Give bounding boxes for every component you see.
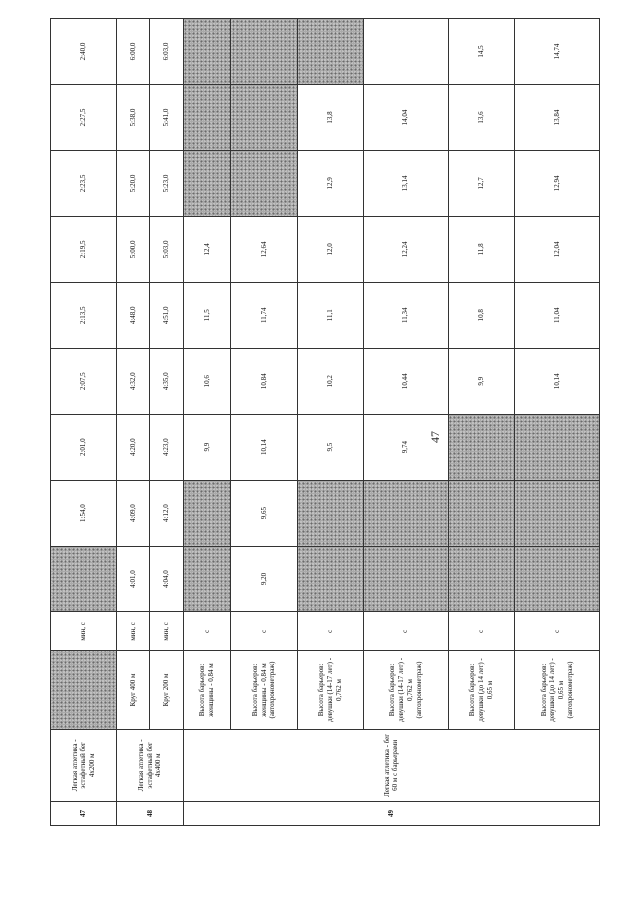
event-cell	[51, 651, 117, 730]
value-cell: 4:09,0	[117, 480, 150, 546]
value-cell: 10,14	[231, 414, 297, 480]
value-cell: 4:51,0	[150, 282, 183, 348]
value-cell	[297, 480, 363, 546]
row-number: 47	[51, 801, 117, 825]
value-cell: 4:32,0	[117, 348, 150, 414]
page-number: 47	[428, 431, 442, 443]
discipline-cell: Легкая атлетика - эстафетный бег 4х200 м	[51, 729, 117, 801]
value-cell: 10,6	[183, 348, 231, 414]
value-cell: 5:23,0	[150, 150, 183, 216]
table-row	[297, 19, 363, 826]
value-cell: 4:20,0	[117, 414, 150, 480]
value-cell	[183, 150, 231, 216]
table-row	[448, 19, 514, 826]
value-cell: 5:41,0	[150, 85, 183, 151]
value-cell: 12,4	[183, 216, 231, 282]
value-cell: 9,65	[231, 480, 297, 546]
value-cell: 5:00,0	[117, 216, 150, 282]
value-cell	[183, 480, 231, 546]
unit-cell: с	[231, 612, 297, 651]
value-cell: 4:04,0	[150, 546, 183, 612]
unit-cell: мин, с	[51, 612, 117, 651]
value-cell: 5:20,0	[117, 150, 150, 216]
value-cell: 12,9	[297, 150, 363, 216]
value-cell: 9,5	[297, 414, 363, 480]
value-cell: 4:35,0	[150, 348, 183, 414]
value-cell: 11,5	[183, 282, 231, 348]
standards-table	[50, 18, 600, 826]
event-cell: Высота барьеров: женщины - 0,84 м (автохронометраж)	[231, 651, 297, 730]
unit-cell: с	[448, 612, 514, 651]
value-cell: 12,04	[515, 216, 600, 282]
value-cell: 5:38,0	[117, 85, 150, 151]
table-body	[51, 19, 600, 826]
unit-cell: мин, с	[150, 612, 183, 651]
value-cell: 6:00,0	[117, 19, 150, 85]
table-row	[363, 19, 448, 826]
value-cell	[448, 414, 514, 480]
event-cell: Высота барьеров: девушки (до 14 лет) - 0,65 м	[448, 651, 514, 730]
unit-cell: с	[297, 612, 363, 651]
unit-cell: мин, с	[117, 612, 150, 651]
value-cell	[183, 85, 231, 151]
value-cell: 10,2	[297, 348, 363, 414]
value-cell	[515, 480, 600, 546]
value-cell	[363, 19, 448, 85]
value-cell: 10,44	[363, 348, 448, 414]
value-cell: 13,14	[363, 150, 448, 216]
value-cell: 13,6	[448, 85, 514, 151]
unit-cell: с	[515, 612, 600, 651]
table-row	[183, 19, 231, 826]
value-cell: 13,8	[297, 85, 363, 151]
value-cell: 2:23,5	[51, 150, 117, 216]
event-cell: Круг 400 м	[117, 651, 150, 730]
value-cell: 12,0	[297, 216, 363, 282]
unit-cell: с	[183, 612, 231, 651]
value-cell: 9,74	[363, 414, 448, 480]
value-cell: 2:01,0	[51, 414, 117, 480]
table-container	[50, 18, 600, 826]
value-cell: 2:40,0	[51, 19, 117, 85]
value-cell	[231, 85, 297, 151]
table-row	[231, 19, 297, 826]
value-cell: 9,9	[448, 348, 514, 414]
row-number: 48	[117, 801, 183, 825]
value-cell	[363, 480, 448, 546]
value-cell	[515, 546, 600, 612]
value-cell: 11,34	[363, 282, 448, 348]
value-cell: 4:01,0	[117, 546, 150, 612]
value-cell: 4:23,0	[150, 414, 183, 480]
value-cell	[297, 546, 363, 612]
value-cell	[51, 546, 117, 612]
value-cell: 4:12,0	[150, 480, 183, 546]
event-cell: Высота барьеров: женщины - 0,84 м	[183, 651, 231, 730]
value-cell	[448, 480, 514, 546]
event-cell: Высота барьеров: девушки (до 14 лет) - 0,65 м (автохронометраж)	[515, 651, 600, 730]
event-cell: Круг 200 м	[150, 651, 183, 730]
value-cell	[231, 19, 297, 85]
discipline-cell: Легкая атлетика - бег 60 м с барьерами	[183, 729, 599, 801]
value-cell	[448, 546, 514, 612]
value-cell: 10,14	[515, 348, 600, 414]
value-cell: 6:03,0	[150, 19, 183, 85]
value-cell: 14,5	[448, 19, 514, 85]
value-cell: 12,7	[448, 150, 514, 216]
value-cell: 10,8	[448, 282, 514, 348]
value-cell: 12,64	[231, 216, 297, 282]
value-cell: 9,20	[231, 546, 297, 612]
value-cell: 12,94	[515, 150, 600, 216]
value-cell	[515, 414, 600, 480]
table-row	[515, 19, 600, 826]
table-row	[117, 19, 150, 826]
value-cell: 14,74	[515, 19, 600, 85]
unit-cell: с	[363, 612, 448, 651]
value-cell: 2:13,5	[51, 282, 117, 348]
value-cell: 2:19,5	[51, 216, 117, 282]
value-cell: 2:07,5	[51, 348, 117, 414]
discipline-cell: Легкая атлетика - эстафетный бег 4х400 м	[117, 729, 183, 801]
value-cell: 5:03,0	[150, 216, 183, 282]
event-cell: Высота барьеров: девушки (14-17 лет) - 0,762 м	[297, 651, 363, 730]
value-cell: 9,9	[183, 414, 231, 480]
value-cell: 1:54,0	[51, 480, 117, 546]
value-cell: 12,24	[363, 216, 448, 282]
value-cell	[231, 150, 297, 216]
value-cell: 14,04	[363, 85, 448, 151]
value-cell: 11,04	[515, 282, 600, 348]
table-row	[51, 19, 117, 826]
value-cell: 11,1	[297, 282, 363, 348]
value-cell	[363, 546, 448, 612]
value-cell: 11,8	[448, 216, 514, 282]
value-cell: 2:27,5	[51, 85, 117, 151]
value-cell	[297, 19, 363, 85]
value-cell	[183, 546, 231, 612]
value-cell: 11,74	[231, 282, 297, 348]
event-cell: Высота барьеров: девушки (14-17 лет) - 0,762 м (автохронометраж)	[363, 651, 448, 730]
value-cell: 4:48,0	[117, 282, 150, 348]
table-row	[150, 19, 183, 826]
value-cell: 13,84	[515, 85, 600, 151]
value-cell	[183, 19, 231, 85]
row-number: 49	[183, 801, 599, 825]
value-cell: 10,84	[231, 348, 297, 414]
